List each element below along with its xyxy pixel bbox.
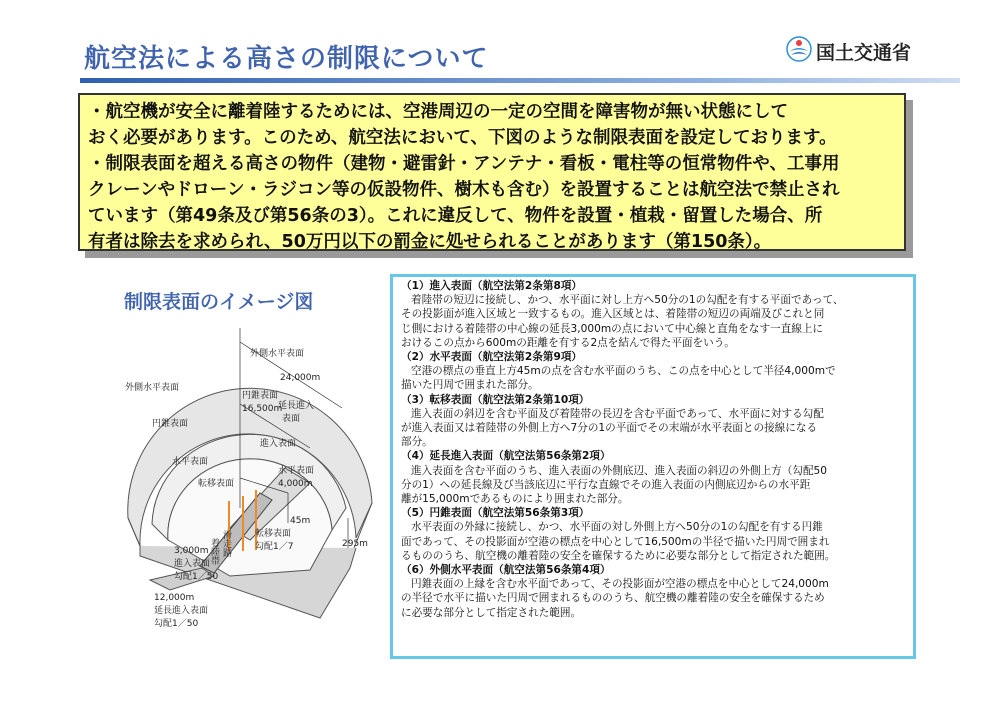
definition-line: 空港の標点の垂直上方45mの点を含む水平面のうち、この点を中心として半径4,000mで <box>411 365 836 378</box>
definition-line: 描いた円周で囲まれた部分。 <box>401 379 539 392</box>
definition-heading: （6）外側水平表面（航空法第56条第4項） <box>401 564 611 577</box>
definition-line: るもののうち、航空機の離着陸の安全を確保するために必要な部分として指定された範囲。 <box>401 549 836 562</box>
definition-heading: （1）進入表面（航空法第2条第8項） <box>401 280 583 292</box>
notice-line: ・制限表面を超える高さの物件（建物・避雷針・アンテナ・看板・電柱等の恒常物件や、工事用 <box>88 154 840 174</box>
label-outer-horizontal-r1: 外側水平表面 <box>250 349 305 359</box>
label-runway-1: 着陸帯 <box>209 538 219 565</box>
definition-line: 着陸帯の短辺に接続し、かつ、水平面に対し上方へ50分の1の勾配を有する平面であって、 <box>411 294 844 307</box>
notice-line: クレーンやドローン・ラジコン等の仮設物件、樹木も含む）を設置することは航空法で禁止され <box>88 180 840 200</box>
restriction-surface-diagram <box>110 318 390 648</box>
title-underline <box>80 78 960 83</box>
label-approach-len-3: 勾配1／50 <box>174 572 219 582</box>
label-ext-len-2: 延長進入表面 <box>154 606 209 616</box>
label-horizontal-r2: 4,000m <box>278 479 313 489</box>
label-outer-horizontal: 外側水平表面 <box>125 383 180 393</box>
definition-heading: （4）延長進入表面（航空法第56条第2項） <box>401 450 611 463</box>
notice-line: 有者は除去を求められ、50万円以下の罰金に処せられることがあります（第150条）。 <box>88 232 772 252</box>
label-45m: 45m <box>290 516 311 526</box>
definition-line: おけるこの点から600mの距離を有する2点を結んで得た平面をいう。 <box>401 336 735 349</box>
definition-heading: （2）水平表面（航空法第2条第9項） <box>401 351 583 364</box>
label-runway-2: 滑走路 <box>221 530 231 557</box>
definition-line: 面であって、その投影面が空港の標点を中心として16,500mの半径で描いた円周で囲まれ <box>401 535 830 548</box>
definition-line: 部分。 <box>401 436 433 449</box>
label-approach-len-1: 3,000m <box>174 546 209 556</box>
notice-line: ・航空機が安全に離着陸するためには、空港周辺の一定の空間を障害物が無い状態にして <box>88 102 788 122</box>
label-conical: 円錐表面 <box>152 419 189 429</box>
label-295m: 295m <box>342 539 368 549</box>
definition-line: 水平表面の外縁に接続し、かつ、水平面の対し外側上方へ50分の1の勾配を有する円錐 <box>411 521 823 534</box>
definition-body <box>401 293 907 350</box>
definition-line: じ側における着陸帯の中心線の延長3,000mの点において中心線と直角をなす一直線上に <box>401 322 824 335</box>
definition-line: に必要な部分として指定された範囲。 <box>401 606 582 619</box>
label-outer-horizontal-r2: 24,000m <box>280 373 321 383</box>
definition-line: 離が15,000mであるものにより囲まれた部分。 <box>401 493 629 506</box>
label-ext-len-1: 12,000m <box>154 593 195 603</box>
definition-line: その投影面が進入区域と一致するもの。進入区域とは、着陸帯の短辺の両端及びこれと同 <box>401 308 825 321</box>
logo-text: 国土交通省 <box>816 42 912 64</box>
label-trans-grad-1: 転移表面 <box>255 529 292 539</box>
label-ext-approach-1: 延長進入 <box>278 401 315 411</box>
label-horizontal: 水平表面 <box>172 457 209 467</box>
definition-line: 円錐表面の上縁を含む水平面であって、その投影面が空港の標点を中心として24,000m <box>411 578 829 591</box>
definition-line: 分の1）への延長線及び当該底辺に平行な直線でその進入表面の内側底辺からの水平距 <box>401 478 811 491</box>
definition-line: の半径で水平に描いた円周で囲まれるもののうち、航空機の離着陸の安全を確保するため <box>401 592 825 605</box>
label-approach: 進入表面 <box>260 439 297 449</box>
definition-body <box>401 464 907 507</box>
notice-line: ています（第49条及び第56条の3）。これに違反して、物件を設置・植栽・留置した場合、所 <box>88 206 823 226</box>
label-conical-r1: 円錐表面 <box>242 391 279 401</box>
mlit-logo-icon <box>786 36 812 62</box>
page-title: 航空法による高さの制限について <box>84 44 489 74</box>
label-ext-approach-2: 表面 <box>282 414 301 424</box>
notice-box <box>78 93 906 251</box>
definition-body <box>401 407 907 450</box>
label-transitional: 転移表面 <box>198 479 235 489</box>
definition-body <box>401 520 907 563</box>
definition-line: 進入表面を含む平面のうち、進入表面の外側底辺、進入表面の斜辺の外側上方（勾配50 <box>411 464 828 477</box>
diagram-title: 制限表面のイメージ図 <box>124 291 314 313</box>
label-ext-len-3: 勾配1／50 <box>154 619 199 629</box>
label-trans-grad-2: 勾配1／7 <box>255 542 294 552</box>
label-horizontal-r1: 水平表面 <box>278 466 315 476</box>
definition-body <box>401 364 907 392</box>
label-approach-len-2: 進入表面 <box>174 559 211 569</box>
label-conical-r2: 16,500m <box>242 404 283 414</box>
definitions-panel <box>390 274 916 659</box>
definition-heading: （3）転移表面（航空法第2条第10項） <box>401 393 590 406</box>
definition-line: 進入表面の斜辺を含む平面及び着陸帯の長辺を含む平面であって、水平面に対する勾配 <box>411 407 824 420</box>
definition-body <box>401 577 907 620</box>
definition-heading: （5）円錐表面（航空法第56条第3項） <box>401 507 590 520</box>
notice-line: おく必要があります。このため、航空法において、下図のような制限表面を設定しております。 <box>88 128 837 148</box>
ministry-logo <box>786 36 956 64</box>
definition-line: が進入表面又は着陸帯の外側上方へ7分の1の平面でその末端が水平表面との接線になる <box>401 422 818 435</box>
